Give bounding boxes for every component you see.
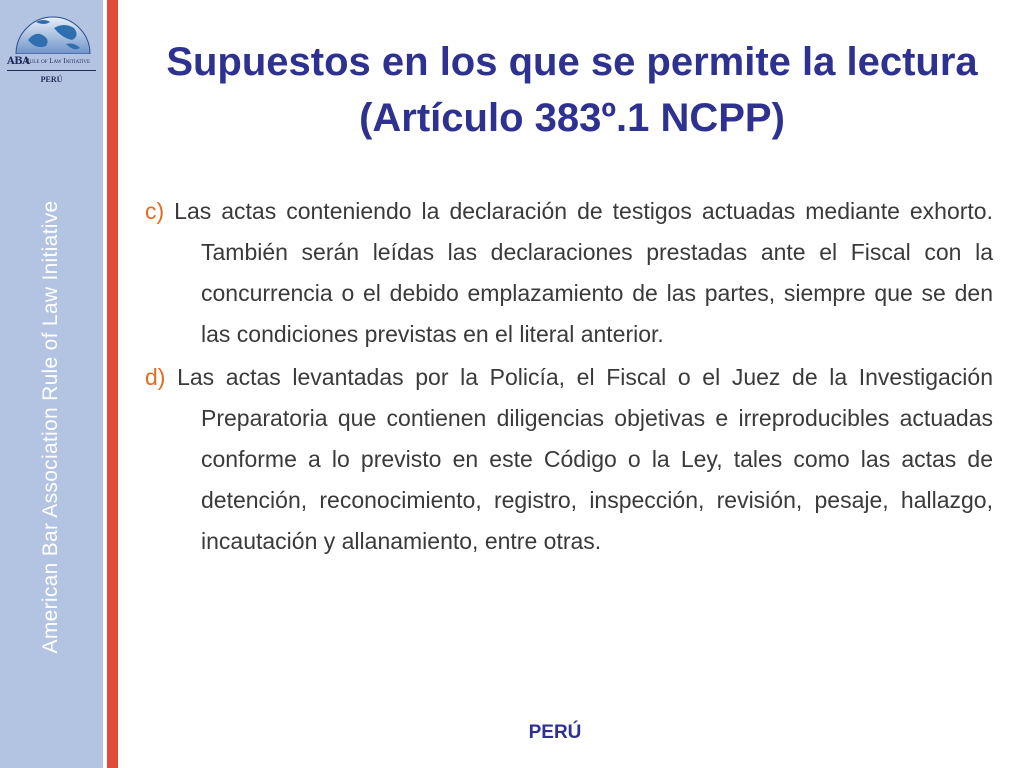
list-item-text: Las actas conteniendo la declaración de testigos actuadas mediante exhorto. También serán leídas las declaraciones prestadas ante el Fiscal con la concurrencia o el debido emplazamiento de las partes, siempre que se den las condiciones previstas en el literal anterior. [174,198,993,347]
aba-roli-logo [4,4,99,92]
slide-title: Supuestos en los que se permite la lectura (Artículo 383º.1 NCPP) [166,40,978,140]
slide-content [145,191,993,564]
logo-divider [7,70,96,71]
list-item-marker: d) [145,364,166,390]
list-item-text: Las actas levantadas por la Policía, el Fiscal o el Juez de la Investigación Preparatoria que contienen diligencias objetivas e irreproducibles actuadas conforme a lo previsto en este Código o la Ley, tales como las actas de detención, reconocimiento, registro, inspección, revisión, pesaje, hallazgo, incautación y allanamiento, entre otras. [177,364,993,554]
globe-icon [14,10,92,54]
list-item [145,357,993,562]
list-item [145,191,993,355]
footer-country: PERÚ [528,722,582,743]
logo-name: Rule of Law Initiative [25,57,91,65]
logo-country: PERÚ [40,75,63,84]
sidebar-organization-name: American Bar Association Rule of Law Initiative [39,200,62,654]
sidebar [0,0,103,768]
logo-mark: ABA [7,56,30,67]
list-item-marker: c) [145,198,165,224]
accent-bar [107,0,118,768]
